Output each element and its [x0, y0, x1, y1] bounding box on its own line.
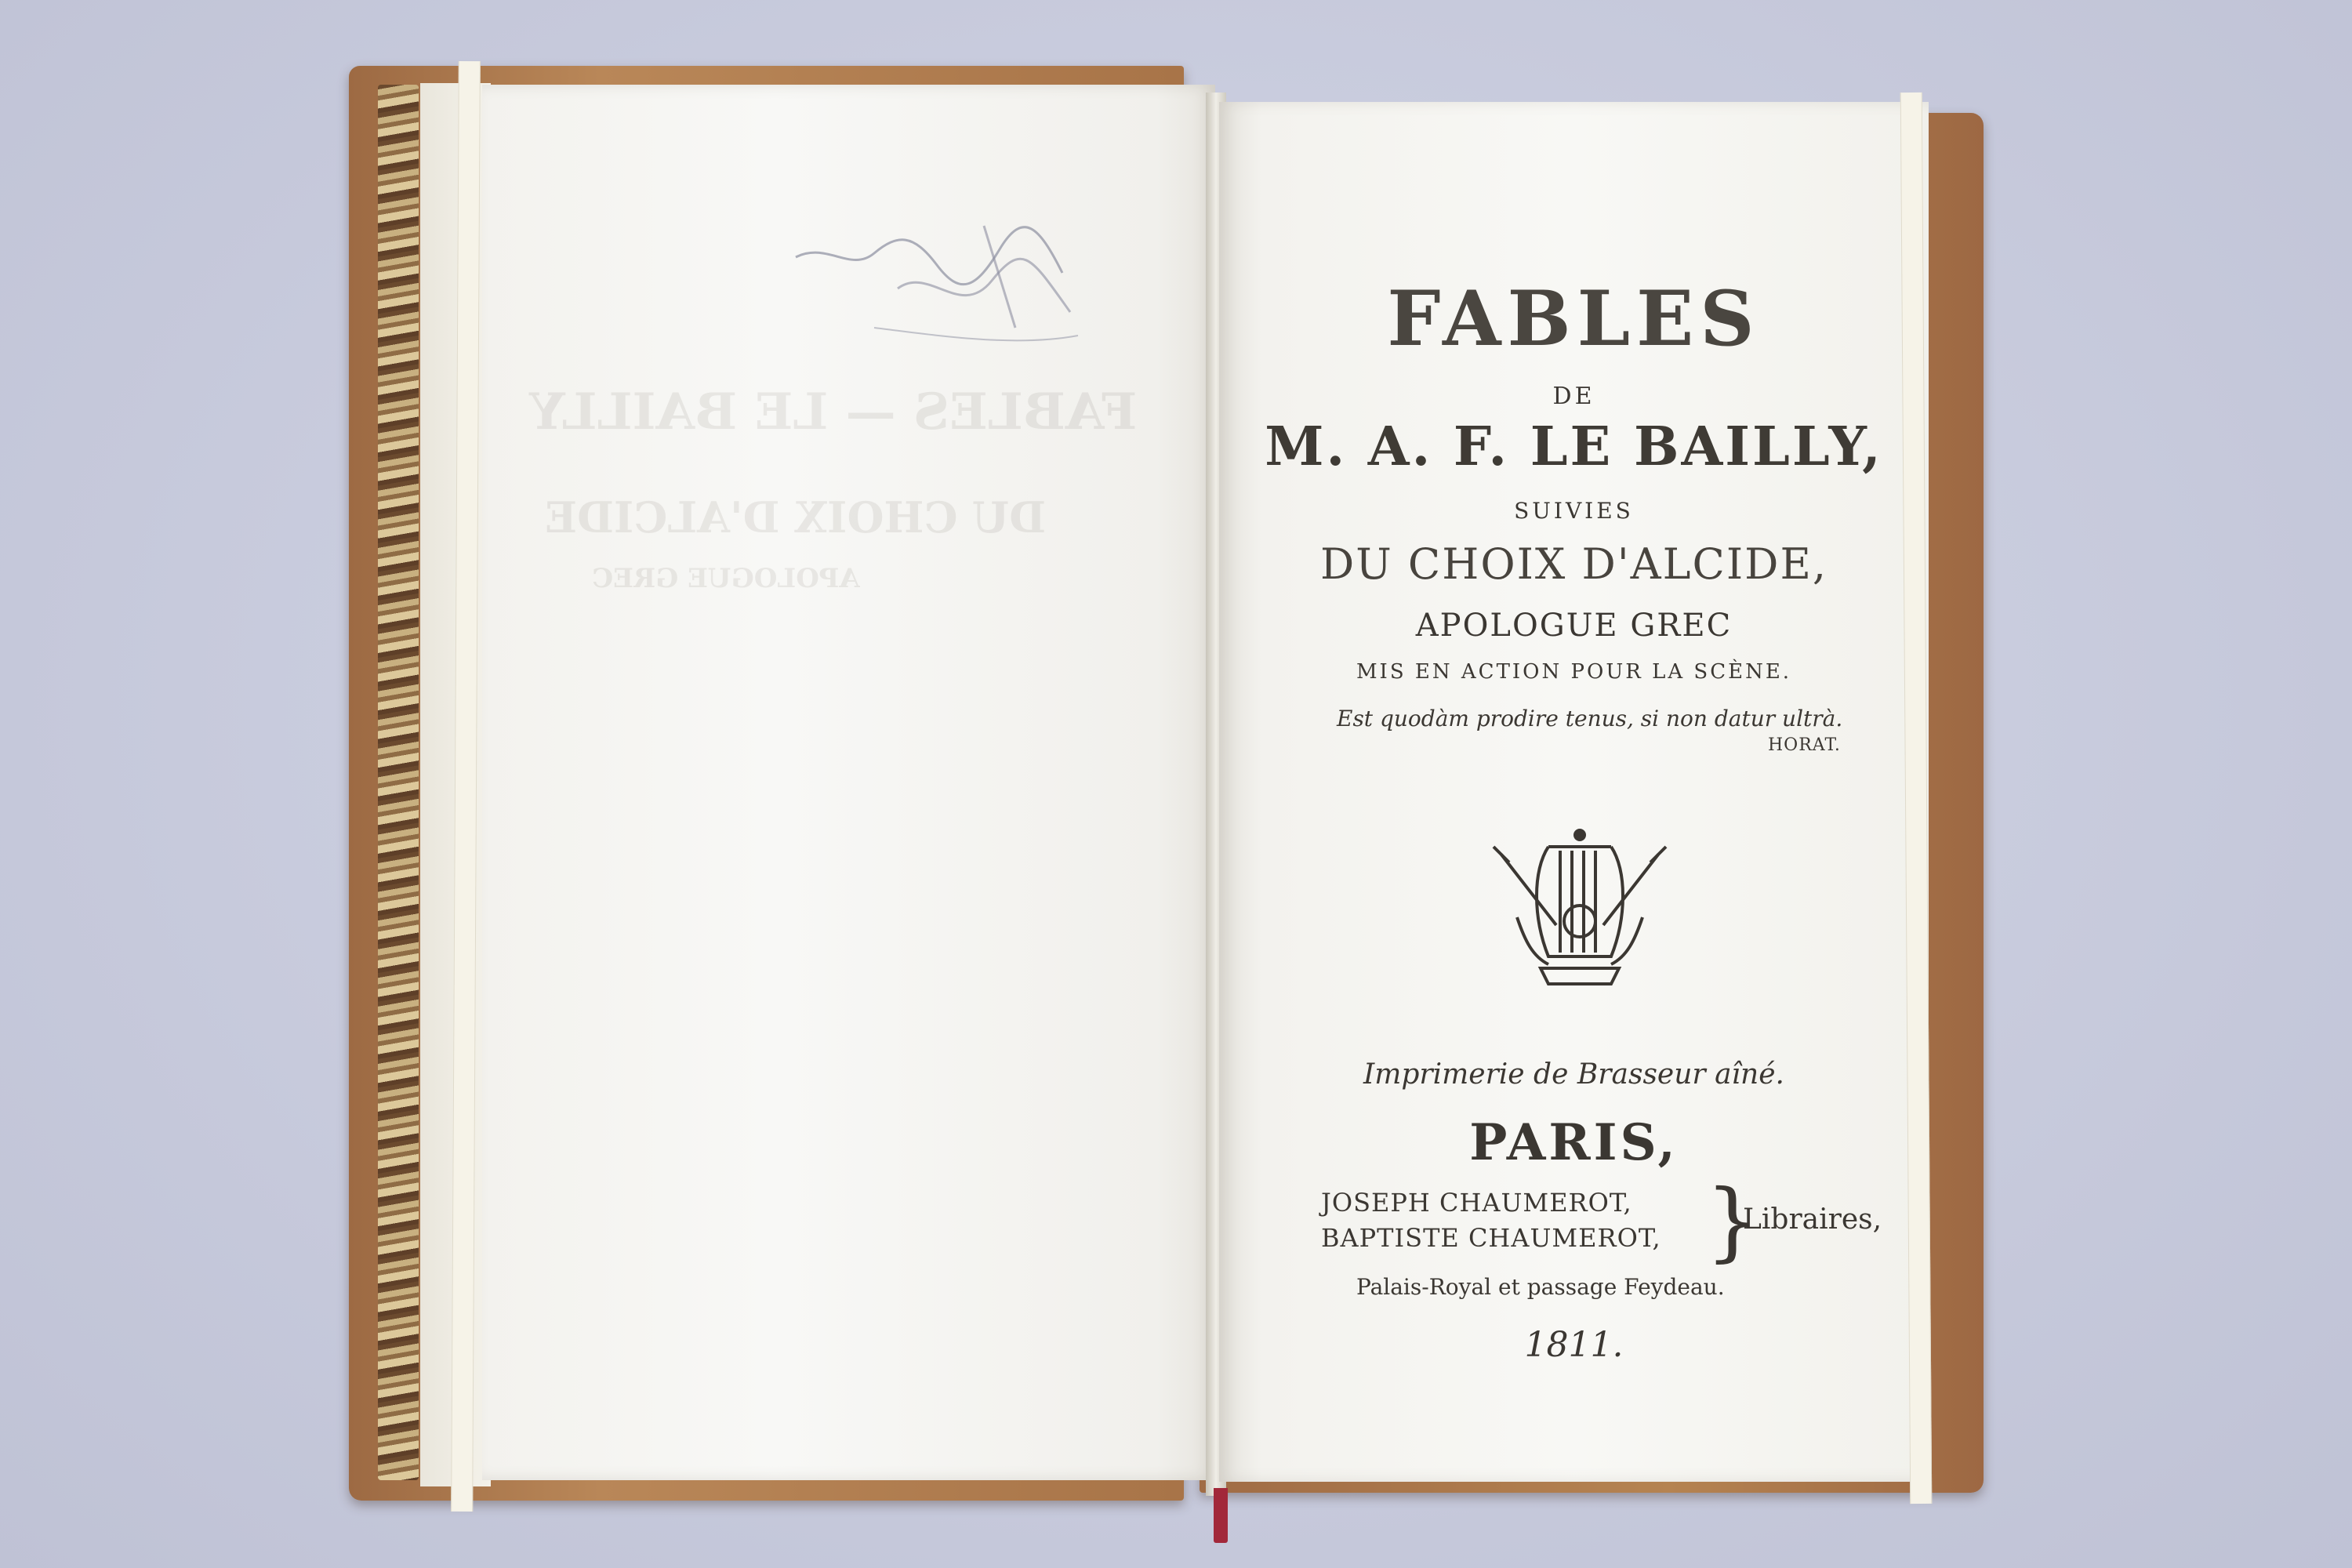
subtitle-choix: DU CHOIX D'ALCIDE, — [1319, 539, 1828, 589]
publisher-baptiste: BAPTISTE CHAUMEROT, — [1321, 1223, 1661, 1253]
show-through-text: APOLOGUE GREC — [592, 563, 860, 594]
show-through-text: FABLES — LE BAILLY — [529, 383, 1138, 441]
show-through-text: DU CHOIX D'ALCIDE — [545, 492, 1047, 543]
ribbon-bookmark — [1214, 1488, 1228, 1543]
open-book — [345, 61, 1991, 1519]
left-blank-page — [482, 85, 1215, 1480]
subtitle-apologue: APOLOGUE GREC — [1415, 608, 1733, 644]
pencil-signature — [780, 179, 1109, 359]
epigraph-source: HORAT. — [1768, 735, 1841, 755]
marbled-endpaper — [378, 85, 419, 1480]
publication-year: 1811. — [1524, 1325, 1624, 1365]
subtitle-mis-en-action: MIS EN ACTION POUR LA SCÈNE. — [1356, 660, 1792, 684]
author-name: M. A. F. LE BAILLY, — [1265, 416, 1883, 478]
publisher-address: Palais-Royal et passage Feydeau. — [1356, 1274, 1725, 1300]
libraires-label: Libraires, — [1743, 1203, 1882, 1236]
title-de: DE — [1552, 383, 1595, 410]
epigraph: Est quodàm prodire tenus, si non datur ultrà. — [1337, 706, 1843, 731]
publisher-brace: } — [1705, 1171, 1760, 1271]
lyre-icon — [1486, 823, 1674, 996]
title-page-text — [1219, 102, 1929, 1482]
publisher-joseph: JOSEPH CHAUMEROT, — [1321, 1188, 1632, 1218]
title-suivies: SUIVIES — [1514, 498, 1634, 524]
publication-city: PARIS, — [1469, 1113, 1679, 1172]
printer-line: Imprimerie de Brasseur aîné. — [1363, 1058, 1784, 1091]
book-title: FABLES — [1387, 274, 1761, 363]
